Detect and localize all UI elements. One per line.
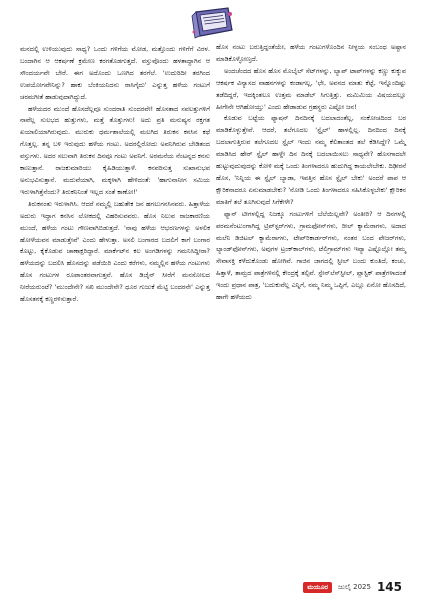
paragraph: ಅಂದಚೆಂದದ ಹೊಸ ಹೊಸ ಮೊಬೈಲ್ ಸೆಟ್‌ಗಳನ್ನು, ಲ್ಯಾಪ್ ಟಾಪ್‌ಗಳನ್ನು ಕಣ್ಣು ಕುಕ್ಕುವ ಆಕರ್ಷಕ ವಿನ್ಯಾಸದ ವಾಹನಗಳನ್ನು ಕಂಡಾಗಲ್ಲ, 'ಛೇ, ಅವನದ ಮಾತು ಕೆಟ್ಟೆ, ಇನ್ನೊಂದಿಷ್ಟು ತಡೆದಿದ್ದರೆ, ಇದಕ್ಕಿಂತಲೂ ಉತ್ತಮ ಮಾಡೆಲ್ ಸಿಗುತ್ತಿತ್ತು. ಮಮಿಮಿಯ ವಿಷಯದಲ್ಲೂ ಹೀಗೇನೇ ಆಗಿಹೋಯ್ತು' ಎಂದು ಹೇಡಾಡುವ ಗ್ರಹಸ್ಥರು ಎಷ್ಟೋ ಜನ! — [216, 66, 406, 111]
paragraph: ಮನದಲ್ಲಿ ಉಳಿಯುವುದು ಸಾಧ್ಯ? ಒಂದು ಗಳಿಗೆಯ ಮೋಡ, ಮತ್ತೊಂದು ಗಳಿಗೆಗೆ ವಿರಳ. ಬಂದಾಗಿನ ಆ ಆಕರ್ಷಣೆ ಕ್ರಮೇಣ ಕರಗತೊಡಗುತ್ತದೆ. ವಸ್ತುವೊಂದು ಹಳತಾದ್ದಾಗಿನ ಆ ಸೌಂದರ್ಯವೇ ಬೇರೆ. ಈಗ ಅದೊಂದು ಒಣಗಿದ ತರಗೆಲೆ. 'ಉದುರಿದೀ ತರಗಿಂದ ಉಪಯೋಗವೇನಿನ್ನು? ಹಾಕು ಬೆಂಕಿಯನಿದನು ರಾಸಿಗೈದು' ಎನ್ನುತ್ತ ಹಳೆಯ ಗಂಟುಗೆ ಚರಮಗೀತೆ ಹಾಡುವುದಾಗಿದ್ದುದೆ. — [20, 45, 210, 101]
paragraph: ಹಳೆಯದರ ಮುಂದೆ ಹೊಸದೆಲ್ಲವೂ ಸುಂದರಾತಿ ಸುಂದರವೇ! ಹೊಸತಾದ ಸವಲತ್ತುಗಳಿಗೆ ನಾವೆಲ್ಲ ಸುಲಭದ ಹುತ್ತುಗಳು, ಮತ್ತೆ ತೊತ್ತುಗಳು! ಅದು ಪ್ರತಿ ಮನುಷ್ಯನ ರಕ್ತಗತ ಖಯಾಲಿಯಾಗಿರುವುದು. ಮುರುಕು ಧರ್ಮಶಾಲೆಯಲ್ಲಿ ಮಲಗಿದ ತಿರುಕನ ಕನಸಿನ ಕಥೆ ಗೊತ್ತಲ್ಲ. ತನ್ನ ಬಳಿ ಇರುವುದು ಹಳೆಯ ಗಂಟು. ಅದರಲ್ಲಿರೋದು ಅವನಿಗಿರುವ ಬೇಡಿತಂದ ವಸ್ತುಗಳು. ಅದರ ಸಲುವಾಗಿ ತಿರುಕನ ದಿನವೂ ಗಂಟು ಅವನಿಗೆ. ಅರಮನೆಯ ನೆಂಟನ್ನದ ಕನಸು ಕಾಣುತ್ತಾನೆ. ರಾಜಕುಮಾರಿಯು ಕೈಹಿಡಿಯುತ್ತಾಳೆ. ಕನವರಿಸುತ್ತ ಸುಖಾನುಭವ ಅನುಭವಿಸುತ್ತಾನೆ. ಮದುವೆಯಾಗಿ, ಮಕ್ಕಳಾಗಿ ಹೇಳಿದಂತೆ: 'ಹಾಗುನಾನೀಗ ಸಮಿಯ ಇರುಳಾಗಿತ್ತೆನೆಂದು? ತಿರುಕನಿನಿಂತೆ ಇಲ್ಲದ ಸಂತೆ ಕಾಣೋ!' — [20, 104, 210, 196]
magazine-logo: ಮಯೂರ — [303, 582, 332, 593]
right-text-column — [216, 42, 406, 304]
newspaper-ornament-icon — [190, 6, 236, 40]
paragraph: ಫ್ಯಾನ್ ಟೀಗಳಲ್ಲಿದ್ದ ನಿಜಕ್ಕೂ ಗಂಟುಗಳಿಗೆ ಬೆಲೆಯಿಲ್ಲವೇ? ಅಂತೀರಿ? ಆ ದಿನಗಳಲ್ಲಿ ಪರಮನೆಂಟುಂಗಾಗಿದ್ದ ಟ್ರಿಪ್‌ಸ್ಟರ್‌ಗಳು, ಗ್ರಾಮಫೋನ್‌ಗಳು, ರೀಲ್ ಕ್ಯಾಮೆರಾಗಳು, ಅದಾದ ಮಲೆನಿ ಡಿಜಿಟಲ್ ಕ್ಯಾಮೆರಾಗಳು, ಟೇಪ್‌ರಿಕಾರ್ಡರ್‌ಗಳು, ನಂತರ ಬಂದ ಪೇಜರ್‌ಗಳು, ಲ್ಯಾಂಡ್‌ಫೋನ್‌ಗಳು, ಅವುಗಳ ಟ್ರಂಕ್‌ಕಾಲ್‌ಗಳು, ಟೆಲಿಗ್ರಾಮ್‌ಗಳು ಇವ್ಯಾ ಎಷ್ಟೊಲ್ಲೋ ತಮ್ಮ ಸೇವಾಸಕ್ತಿ ಕಳೆದುಕೊಂಡು ಹೋಗಿವೆ. ಗಾಜಿನ ಜಾಗದಲ್ಲಿ ಸ್ಟೀಲ್ ಬಂದು ಕುಂತಿದೆ, ಕಂಚು, ಹಿತ್ತಾಳೆ, ತಾಮ್ರದ ಪಾತ್ರೆಗಳಿನಲ್ಲಿ ಕೇಂದ್ರಕ್ಕೆ ತಲ್ಪಿವೆ. ಸ್ಟೇನ್‌ಲೆಸ್‌ಸ್ಟೀಲ್, ಪ್ಲಾಸ್ಟಿಕ್ ಪಾತ್ರೆಗಳಾದಂತೆ ಇಂದು ಪ್ರಧಾನ ಪಾತ್ರ, 'ಬದುಕುವೆಲ್ಲ ಎನ್ನಿಗೆ, ನಮ್ಮ ನಿಮ್ಮ ಒಪ್ಪಿಗೆ, ಎಲ್ಲೂ ಏನೋ ಹೊಸದಿದೆ, ಹಾಗೇ ಹಳೆಯದು — [216, 209, 406, 302]
page-number: 145 — [376, 580, 402, 594]
paragraph: ಕೊಡುವ ಬಟ್ಟೆಯ ಫ್ಯಾಷನ್ ದಿನದಿನಕ್ಕೆ ಬದಲಾದಂತೆಲ್ಲ, ಸಂಕೋಚದಿಂದ ಬರ ಮಾಡಿಕೊಳ್ಳುತ್ತೇವೆ. ಆದರೆ, ತಲೆಗೂದಲ 'ಸ್ಟೈಲ್' ಹಾಳಲ್ಲಿಲ್ಲ. ದಿನದಿಂದ ದಿನಕ್ಕೆ ಬದಲಾಗುತ್ತಿರುವ ತಲೆಗೂದಲ ಸ್ಟೈಲ್ ಇಂದು ನಮ್ಮ ಕೆಲಿತಾಂತದ ತಲೆ ಕೆಡಿಸಿದ್ದೇ? ಒಮ್ಮೆ ಮಾಡಿಸಿದ ಹೇರ್ ಸ್ಟೈಲ್ ಹಾಳ್ದೇ ದಿನ ದಿನಕ್ಕೆ ಬದಲಾಯಿಸಲು ಸಾಧ್ಯವೇ? ಹೊಸಗಾದಲೇ ಹುಟ್ಟುವುದುವುದನ್ನು ಕೋಳಿ ಮಕ್ಕೆ ಒಂದು ತಿಂಗಳಾದರೂ ಹುದುಗಿದ್ದ ಕಾಯಲೇಬೇಕು. ದಿಢೀರನೆ ಹೊಸ, 'ನಿನ್ನಿಯ ಈ ಸ್ಟೈಲ್ ಬ್ಯಾಡಾ, ಇವತ್ತಿನ ಹೊಸ ಸ್ಟೈಲ್ ಬೇಕು' ಅಂದರೆ ಪಾಪ ಆ ಕ್ಷೌರಿಕನಾದರೂ ಏನುಮಾಡಬೇಕು? 'ನೋಡಿ ಒಂದು ತಿಂಗಳಾದರೂ ಸಹಿಸಿಕೊಳ್ಳಬೇಕು' ಕ್ಷೌರಿಕನ ಮಾತಿಗೆ ತಲೆ ತೂಗಿಸುವುದೆ ಸಿಗೆಕೇಳೇ? — [216, 114, 406, 206]
page-footer — [303, 579, 402, 595]
left-text-column — [20, 44, 210, 306]
paragraph: ತಿರುಕನಂತು ಇರುಳಾಗಿಸಿ. ಆದರೆ ನಮ್ಮಲ್ಲಿ ಬಹುತೇಕ ಜನ ಹಗಲುಗನಸಿನವರು. ಹಿತ್ತಾಳೆಯ ಅದುರು ಇದ್ದಾಗ ಕನಸಿನ ಲೋಕದಲ್ಲಿ ವಿಹರಿಸುವವರು. ಹೊಸ ನಿಲುವ ರಾಜಕಾರಣಿಯ ಮುಂದೆ, ಹಳೆಯ ಗಂಟು ಗೌಣವಾಗಿಬಿಡುತ್ತದೆ. 'ನಾವು ಹಳೆಯ ಆಭರಣಗಳನ್ನು ಅಳಲಿಕ ಹೋಳೆಯವನ ಮಾಡುತ್ತೇವೆ' ಎಂದು ಹೇಳುತ್ತಾ. ಅಸಲಿ ಬಂಗಾರದ ಬದಲಿಗೆ ಕಾಗೆ ಬಂಗಾರ ಕೊಟ್ಟು, ಕೈಕೊಡುವ ಚಾಣಾಕ್ಷರಿದ್ದಾರೆ. ಮಾರ್ಕೆಟ್‌ನ ಕಲ ಅಂಗಡಿಗಳನ್ನು ಗಮನಿಸಿದ್ದೀರಾ? ಹಳೆಯದನ್ನು ಬದಲಿಸಿ ಹೊಸದನ್ನು ಪಡೆಯಿರಿ ಎಂದು ಕರೆಗಳು, ನಮ್ಮಲ್ಲಿನ ಹಳೆಯ ಗಂಟುಗಳು ಹೊಸ ಗಂಟುಗಳ ರೂಪಾಂತರವಾಗುತ್ತವೆ. ಹೊಸ ಡಿಜೈನ್ ಸೀರೆಗೆ ಮನಸೋಲದ ನೀರೆಯರುಂಟೆ? 'ಮುಂದೇನೇ? ಸಖಿ ಮುಂದೇನೇ? ಧೂರ ಗುಜುಕೆ ಮೆಟ್ಟಿ ಬಂದರನೇ' ಎನ್ನುತ್ತ ಹೊಸತನಕ್ಕೆ ಕಣ್ಣರಳಿಸುತ್ತಾರೆ. — [20, 199, 210, 304]
paragraph: ಹೊಸ ನಂಟು ಬರುತ್ತಿದ್ದಂತೆಯೇ, ಹಳೆಯ ಗಂಟುಗಳೊಂದಿನ ನೀಳ್ಳಯ ಸಂಬಂಧ ಅಷ್ಟಾನ ಮಾಡಿಕೊಳ್ಳೋಣ್ತದೆ. — [216, 43, 406, 63]
issue-date: ಜುಲೈ 2025 — [337, 582, 371, 591]
